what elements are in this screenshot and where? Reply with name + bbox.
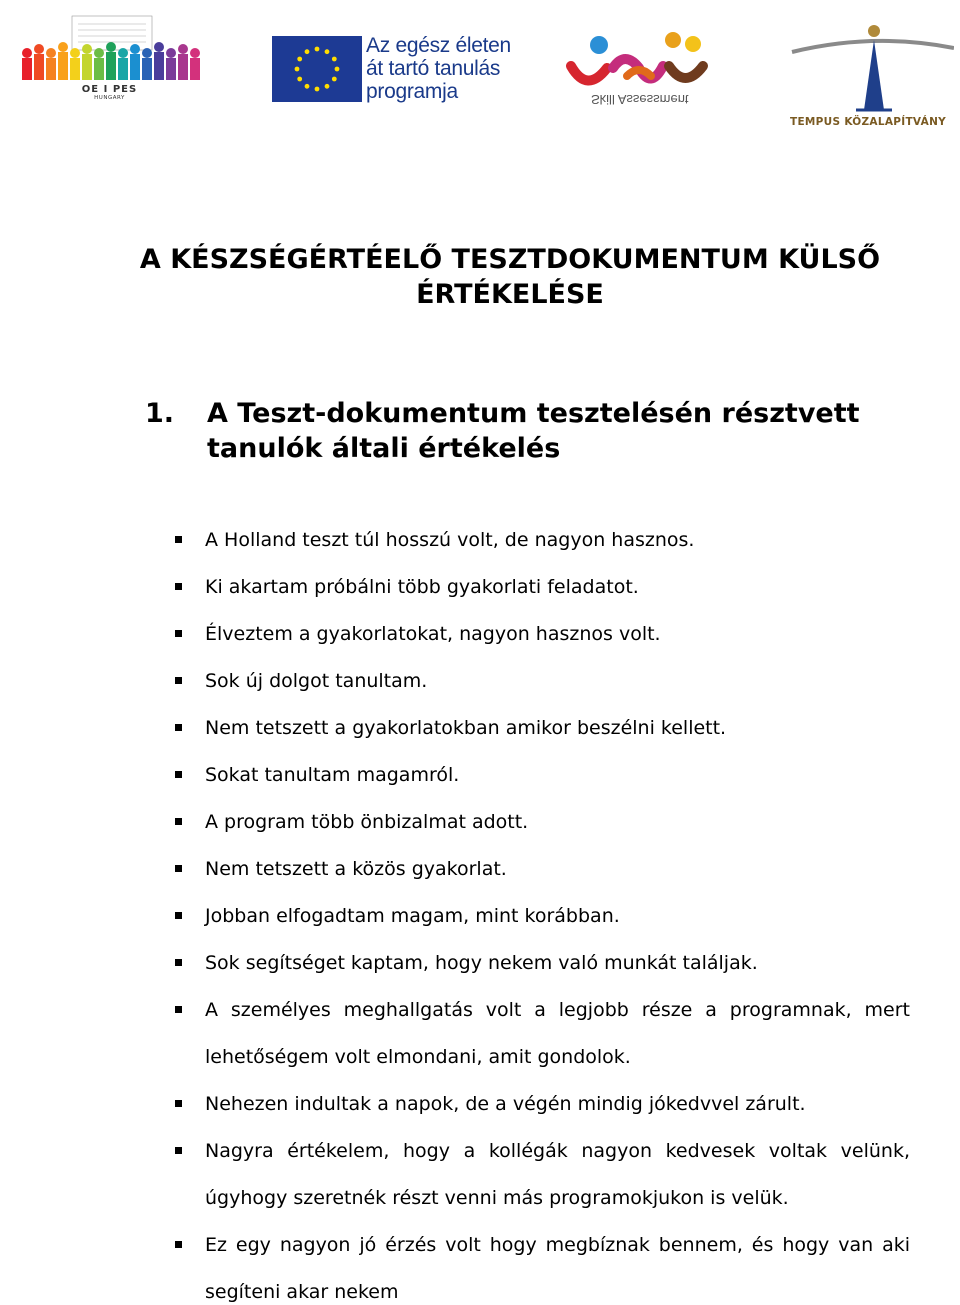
bullet-square-icon bbox=[175, 1147, 182, 1154]
bullet-square-icon bbox=[175, 865, 182, 872]
eu-program-logo bbox=[272, 30, 512, 114]
bullet-square-icon bbox=[175, 677, 182, 684]
eu-program-text bbox=[366, 34, 516, 103]
list-item-text: Jobban elfogadtam magam, mint korábban. bbox=[205, 905, 620, 927]
list-item-text: A program több önbizalmat adott. bbox=[205, 811, 529, 833]
skill-assessment-logo bbox=[565, 28, 725, 114]
list-item-text: Nagyra értékelem, hogy a kollégák nagyon kedvesek voltak velünk, bbox=[205, 1140, 910, 1162]
bullet-square-icon bbox=[175, 724, 182, 731]
list-item-text: Nem tetszett a közös gyakorlat. bbox=[205, 858, 507, 880]
oeipes-name: OE I PES bbox=[81, 84, 138, 95]
list-item-text: A személyes meghallgatás volt a legjobb része a programnak, mert bbox=[205, 999, 910, 1021]
bullet-square-icon bbox=[175, 536, 182, 543]
bullet-square-icon bbox=[175, 771, 182, 778]
bullet-square-icon bbox=[175, 1241, 182, 1248]
list-item-text: Ki akartam próbálni több gyakorlati feladatot. bbox=[205, 576, 639, 598]
list-item-text: A Holland teszt túl hosszú volt, de nagyon hasznos. bbox=[205, 529, 695, 551]
list-item-text-continued: lehetőségem volt elmondani, amit gondolok. bbox=[205, 1046, 631, 1068]
eu-flag-icon bbox=[272, 36, 362, 102]
oeipes-country: HUNGARY bbox=[94, 95, 125, 101]
list-item-text: Élveztem a gyakorlatokat, nagyon hasznos volt. bbox=[205, 623, 661, 645]
eu-program-line-3: programja bbox=[366, 80, 458, 103]
oeipes-logo-graphic bbox=[12, 14, 207, 119]
bullet-square-icon bbox=[175, 1100, 182, 1107]
skill-assessment-text: Skill Assessment bbox=[591, 92, 689, 107]
section-title-line-1: A Teszt-dokumentum tesztelésén résztvett bbox=[207, 398, 860, 429]
section-number: 1. bbox=[145, 398, 175, 429]
list-item-text: Sok segítséget kaptam, hogy nekem való munkát találjak. bbox=[205, 952, 758, 974]
list-item-text: Nehezen indultak a napok, de a végén mindig jókedvvel zárult. bbox=[205, 1093, 806, 1115]
oeipes-logo bbox=[12, 14, 207, 119]
section-title-line-2: tanulók általi értékelés bbox=[207, 433, 561, 464]
bullet-square-icon bbox=[175, 959, 182, 966]
list-item-text: Nem tetszett a gyakorlatokban amikor beszélni kellett. bbox=[205, 717, 727, 739]
tempus-name: TEMPUS KÖZALAPÍTVÁNY bbox=[790, 116, 947, 128]
bullet-square-icon bbox=[175, 818, 182, 825]
bullet-square-icon bbox=[175, 583, 182, 590]
document-title-line-2: ÉRTÉKELÉSE bbox=[416, 279, 604, 310]
list-item-text: Sok új dolgot tanultam. bbox=[205, 670, 428, 692]
list-item-text-continued: segíteni akar nekem bbox=[205, 1281, 399, 1303]
document-title bbox=[100, 242, 920, 312]
tempus-logo bbox=[786, 22, 954, 132]
oeipes-logo-text bbox=[12, 84, 207, 101]
list-item-text-continued: úgyhogy szeretnék részt venni más programokjukon is velük. bbox=[205, 1187, 789, 1209]
bullet-square-icon bbox=[175, 630, 182, 637]
bullet-square-icon bbox=[175, 1006, 182, 1013]
eu-program-line-2: át tartó tanulás bbox=[366, 57, 501, 80]
tempus-scale-icon bbox=[786, 22, 954, 114]
document-title-line-1: A KÉSZSÉGÉRTÉELŐ TESZTDOKUMENTUM KÜLSŐ bbox=[139, 244, 881, 275]
bullet-square-icon bbox=[175, 912, 182, 919]
eu-program-line-1: Az egész életen bbox=[366, 34, 511, 57]
logo-strip bbox=[0, 0, 960, 140]
list-item-text: Ez egy nagyon jó érzés volt hogy megbíznak bennem, és hogy van aki bbox=[205, 1234, 910, 1256]
section-title bbox=[207, 396, 907, 466]
list-item-text: Sokat tanultam magamról. bbox=[205, 764, 460, 786]
